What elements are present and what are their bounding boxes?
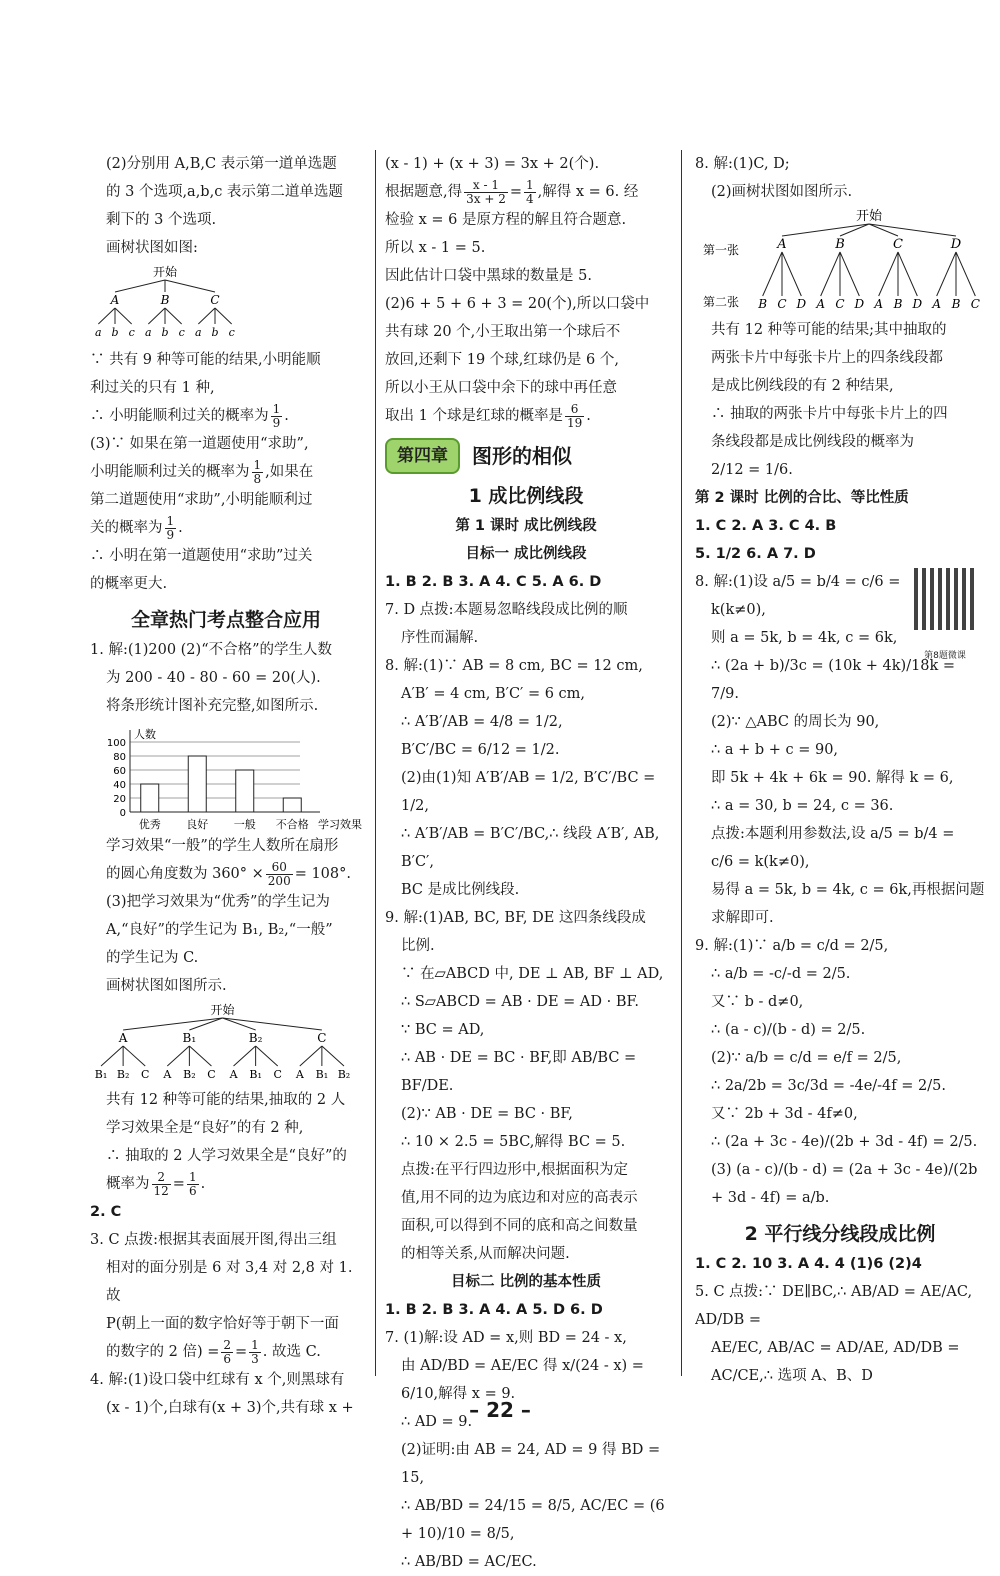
text-line: 的 3 个选项,a,b,c 表示第二道单选题 — [106, 184, 343, 200]
tree-leaf: b — [211, 326, 219, 339]
text-line: ∴ 小明在第一道题使用“求助”过关 — [90, 548, 313, 564]
tree-leaf: B₁ — [249, 1068, 262, 1081]
tree-branch — [256, 1046, 278, 1066]
text-line: 1. 解:(1)200 (2)“不合格”的学生人数 — [90, 642, 333, 658]
section-heading: 2 平行线分线段成比例 — [744, 1223, 936, 1245]
text-line: 检验 x = 6 是原方程的解且符合题意. — [385, 212, 627, 228]
text-line: 取出 1 个球是红球的概率是 $\frac{6}{19}$ . — [385, 401, 591, 430]
text-line: k(k≠0), — [711, 602, 766, 618]
tree-leaf: B₂ — [116, 1068, 130, 1081]
tree-start-label: 开始 — [210, 1003, 235, 1017]
tree-leaf: B — [951, 297, 961, 311]
y-tick-label: 100 — [106, 738, 126, 749]
tree-branch — [123, 1018, 222, 1030]
text-line: ∴ AD = 9. — [401, 1414, 473, 1430]
text-line: P(朝上一面的数字恰好等于朝下一面 — [106, 1316, 339, 1332]
tree-node: B — [835, 237, 845, 252]
tree-start-label: 开始 — [152, 265, 178, 279]
text-line: (2)分别用 A,B,C 表示第一道单选题 — [106, 156, 337, 172]
text-line: 为 200 - 40 - 80 - 60 = 20(人). — [106, 670, 321, 686]
left-column — [90, 150, 362, 1422]
tree-leaf: A — [163, 1068, 172, 1081]
tree-branch — [956, 252, 975, 296]
section-heading: 1 成比例线段 — [468, 485, 584, 507]
text-line: ∴ AB · DE = BC · BF,即 AB/BC = BF/DE. — [401, 1050, 637, 1094]
text-line: 8. 解:(1)C, D; — [695, 156, 790, 172]
tree-branch — [165, 308, 182, 324]
tree-branch — [898, 252, 917, 296]
text-line: 点拨:在平行四边形中,根据面积为定 — [401, 1162, 628, 1178]
text-line: (2)∵ a/b = c/d = e/f = 2/5, — [711, 1050, 902, 1066]
text-line: ∴ (2a + 3c - 4e)/(2b + 3d - 4f) = 2/5. — [711, 1134, 978, 1150]
text-line: ∴ 10 × 2.5 = 5BC,解得 BC = 5. — [401, 1134, 626, 1150]
text-line: 剩下的 3 个选项. — [106, 212, 217, 228]
text-line: 利过关的只有 1 种, — [90, 380, 215, 396]
text-line: 的概率更大. — [90, 576, 168, 592]
tree-node: B₂ — [248, 1031, 263, 1045]
y-tick-label: 40 — [113, 780, 126, 791]
tree-leaf: C — [273, 1068, 282, 1081]
column-divider — [375, 150, 376, 1376]
tree-leaf: A — [229, 1068, 238, 1081]
text-line: ∴ A′B′/AB = B′C′/BC,∴ 线段 A′B′, AB, B′C′, — [401, 826, 660, 870]
tree-row-label: 第一张 — [703, 243, 740, 257]
text-line: 由 AD/BD = AE/EC 得 x/(24 - x) = 6/10,解得 x = 9. — [401, 1358, 644, 1402]
fraction: $\frac{2}{6}$ — [223, 1337, 231, 1366]
text-line: 7. (1)解:设 AD = x,则 BD = 24 - x, — [385, 1330, 627, 1346]
tree-branch — [782, 224, 869, 236]
goal-heading: 目标二 比例的基本性质 — [450, 1274, 602, 1290]
bar — [283, 798, 301, 812]
tree-body — [757, 209, 980, 311]
lesson-heading: 第 1 课时 成比例线段 — [455, 518, 597, 534]
tree-diagram-2 — [90, 1000, 362, 1086]
text-line: 3. C 点拨:根据其表面展开图,得出三组 — [90, 1232, 337, 1248]
text-line: 学习效果全是“良好”的有 2 种, — [106, 1120, 304, 1136]
page-number: – 22 – — [469, 1398, 531, 1422]
tree-branch — [115, 280, 165, 292]
text-line: (3) (a - c)/(b - d) = (2a + 3c - 4e)/(2b + 3d - 4f) = a/b. — [711, 1162, 978, 1206]
text-line: 2/12 = 1/6. — [711, 462, 793, 478]
text-line: ∴ A′B′/AB = 4/8 = 1/2, — [401, 714, 563, 730]
text-line: (2)画树状图如图所示. — [711, 184, 853, 200]
text-line: ∴ (2a + b)/3c = (10k + 4k)/18k = 7/9. — [711, 658, 956, 702]
text-line: 则 a = 5k, b = 4k, c = 6k, — [711, 630, 898, 646]
tree-leaf: c — [228, 326, 235, 339]
text-line: 的圆心角度数为 360° × $\frac{60}{200}$ = 108°. — [106, 859, 351, 888]
tree-branch — [115, 308, 132, 324]
fraction: $\frac{2}{12}$ — [153, 1169, 169, 1198]
text-line: ∴ 小明能顺利过关的概率为 $\frac{1}{9}$ . — [90, 401, 289, 430]
bar — [236, 770, 254, 812]
lesson-heading: 第 2 课时 比例的合比、等比性质 — [695, 490, 909, 506]
tree-branch — [782, 252, 801, 296]
text-line: ∴ AB/BD = AC/EC. — [401, 1554, 537, 1570]
tree-branch — [763, 252, 782, 296]
text-line: 序性而漏解. — [401, 630, 479, 646]
text-line: B′C′/BC = 6/12 = 1/2. — [401, 742, 560, 758]
text-line: 是成比例线段的有 2 种结果, — [711, 378, 894, 394]
text-line: 放回,还剩下 19 个球,红球仍是 6 个, — [385, 352, 619, 368]
text-line: ∴ a + b + c = 90, — [711, 742, 839, 758]
tree-node: A — [118, 1031, 128, 1045]
tree-branch — [322, 1046, 344, 1066]
chapter-badge: 第四章 — [385, 438, 460, 474]
tree-node: B₁ — [182, 1031, 197, 1045]
y-tick-label: 0 — [119, 808, 126, 819]
tree-leaf: B — [893, 297, 903, 311]
tree-node: B — [160, 293, 170, 307]
text-line: (2)由(1)知 A′B′/AB = 1/2, B′C′/BC = 1/2, — [401, 770, 656, 814]
tree-branch — [223, 1018, 322, 1030]
tree-branch — [148, 308, 165, 324]
section-heading: 全章热门考点整合应用 — [130, 609, 321, 631]
tree-row-label: 第二张 — [703, 295, 740, 309]
tree-leaf: B — [758, 297, 768, 311]
tree-branch — [189, 1046, 211, 1066]
tree-node: A — [110, 293, 120, 307]
x-axis-label: 学习效果 — [318, 818, 362, 831]
text-line: 即 5k + 4k + 6k = 90. 解得 k = 6, — [711, 770, 954, 786]
tree-leaf: D — [796, 297, 807, 311]
fraction: $\frac{1}{3}$ — [251, 1337, 259, 1366]
qr-code[interactable] — [911, 568, 979, 670]
text-line: ∵ BC = AD, — [401, 1022, 485, 1038]
text-line: ∴ a/b = -c/-d = 2/5. — [711, 966, 851, 982]
tree-branch — [167, 1046, 189, 1066]
text-line: 的相等关系,从而解决问题. — [401, 1246, 570, 1262]
tree-leaf: A — [874, 297, 884, 311]
tree-leaf: A — [816, 297, 826, 311]
text-line: ∴ 抽取的 2 人学习效果全是“良好”的 — [106, 1148, 347, 1164]
text-line: 相对的面分别是 6 对 3,4 对 2,8 对 1. 故 — [106, 1260, 353, 1304]
text-line: 比例. — [401, 938, 435, 954]
tree-branch — [234, 1046, 256, 1066]
goal-heading: 目标一 成比例线段 — [465, 546, 587, 562]
text-line: 共有 12 种等可能的结果;其中抽取的 — [711, 322, 947, 338]
text-line: 概率为 $\frac{2}{12}$ = $\frac{1}{6}$ . — [106, 1169, 206, 1198]
bar — [188, 756, 206, 812]
text-line: 条线段都是成比例线段的概率为 — [711, 434, 914, 450]
tree-leaf: B₁ — [315, 1068, 329, 1081]
tree-leaf: D — [912, 297, 923, 311]
text-line: 又∵ 2b + 3d - 4f≠0, — [711, 1106, 858, 1122]
text-line: 1. B 2. B 3. A 4. A 5. D 6. D — [385, 1302, 603, 1318]
text-line: 5. C 点拨:∵ DE∥BC,∴ AB/AD = AE/AC, AD/DB = — [695, 1284, 973, 1328]
tree-branch — [869, 224, 956, 236]
tree-node: C — [210, 293, 220, 307]
text-line: 9. 解:(1)∵ a/b = c/d = 2/5, — [695, 938, 889, 954]
tree-leaf: C — [777, 297, 787, 311]
text-line: A,“良好”的学生记为 B₁, B₂,“一般” — [106, 922, 333, 938]
text-line: ∴ 抽取的两张卡片中每张卡片上的四 — [711, 406, 948, 422]
tree-branch — [198, 308, 215, 324]
tree-branch — [937, 252, 956, 296]
text-line: ∴ (a - c)/(b - d) = 2/5. — [711, 1022, 866, 1038]
fraction: $\frac{1}{9}$ — [166, 513, 175, 542]
tree-node: D — [950, 237, 962, 252]
qr-label: 第8题微课 — [924, 651, 966, 661]
text-line: 共有 12 种等可能的结果,抽取的 2 人 — [106, 1092, 346, 1108]
tree-leaf: b — [111, 326, 119, 339]
text-line: 学习效果“一般”的学生人数所在扇形 — [106, 838, 339, 854]
bar — [141, 784, 159, 812]
text-line: BC 是成比例线段. — [401, 882, 520, 898]
x-tick-label: 不合格 — [275, 818, 309, 831]
text-line: (2)∵ AB · DE = BC · BF, — [401, 1106, 573, 1122]
text-line: 求解即可. — [711, 910, 774, 926]
text-line: (2)证明:由 AB = 24, AD = 9 得 BD = 15, — [401, 1442, 661, 1486]
y-tick-label: 60 — [113, 766, 126, 777]
text-line: (2)∵ △ABC 的周长为 90, — [711, 714, 880, 730]
text-line: 两张卡片中每张卡片上的四条线段都 — [711, 350, 943, 366]
text-line: 根据题意,得 $\frac{x - 1}{3x + 2}$ = $\frac{1}{4}$ ,解得 x = 6. 经 — [385, 177, 639, 206]
text-line: 5. 1/2 6. A 7. D — [695, 546, 816, 562]
fraction: $\frac{1}{4}$ — [526, 177, 534, 206]
tree-branch — [300, 1046, 322, 1066]
text-line: c/6 = k(k≠0), — [711, 854, 810, 870]
tree-leaf: c — [178, 326, 185, 339]
tree-leaf: a — [195, 326, 202, 339]
text-line: 点拨:本题利用参数法,设 a/5 = b/4 = — [711, 826, 955, 842]
tree-leaf: a — [95, 326, 102, 339]
tree-branch — [840, 252, 859, 296]
text-line: (x - 1)个,白球有(x + 3)个,共有球 x + — [106, 1400, 354, 1416]
right-column — [695, 150, 985, 1390]
text-line: 面积,可以得到不同的底和高之间数量 — [401, 1218, 638, 1234]
tree-leaf: A — [295, 1068, 304, 1081]
fraction: $\frac{1}{6}$ — [188, 1169, 197, 1198]
tree-branch — [879, 252, 898, 296]
tree-leaf: c — [128, 326, 135, 339]
text-line: 小明能顺利过关的概率为 $\frac{1}{8}$ ,如果在 — [90, 457, 314, 486]
text-line: 将条形统计图补充完整,如图所示. — [106, 698, 319, 714]
y-tick-label: 80 — [113, 752, 126, 763]
text-line: 4. 解:(1)设口袋中红球有 x 个,则黑球有 — [90, 1372, 345, 1388]
text-line: ∴ S▱ABCD = AB · DE = AD · BF. — [401, 994, 639, 1010]
x-tick-label: 良好 — [186, 818, 209, 831]
text-line: ∵ 在▱ABCD 中, DE ⊥ AB, BF ⊥ AD, — [401, 966, 664, 982]
text-line: 值,用不同的边为底边和对应的高表示 — [401, 1190, 638, 1206]
tree-branch — [165, 280, 215, 292]
y-axis-label: 人数 — [134, 728, 156, 741]
text-line: ∵ 共有 9 种等可能的结果,小明能顺 — [90, 352, 321, 368]
column-divider — [681, 150, 682, 1376]
tree-leaf: D — [854, 297, 865, 311]
tree-leaf: a — [145, 326, 152, 339]
fraction: $\frac{x - 1}{3x + 2}$ — [466, 177, 506, 206]
tree-node: C — [317, 1031, 327, 1045]
tree-start-label: 开始 — [855, 209, 883, 224]
text-line: 2. C — [90, 1204, 122, 1220]
text-line: 的学生记为 C. — [106, 950, 199, 966]
text-line: (x - 1) + (x + 3) = 3x + 2(个). — [385, 156, 600, 172]
tree-leaf: C — [207, 1068, 216, 1081]
tree-leaf: C — [970, 297, 980, 311]
tree-leaf: B₁ — [94, 1068, 108, 1081]
text-line: 画树状图如图: — [106, 240, 198, 256]
tree-node: A — [777, 237, 787, 252]
tree-branch — [101, 1046, 123, 1066]
bar-chart — [90, 720, 362, 832]
chapter-title: 图形的相似 — [472, 444, 572, 468]
text-line: 因此估计口袋中黑球的数量是 5. — [385, 268, 592, 284]
fraction: $\frac{1}{8}$ — [253, 457, 262, 486]
tree-leaf: C — [835, 297, 845, 311]
text-line: 7. D 点拨:本题易忽略线段成比例的顺 — [385, 602, 628, 618]
text-line: 1. B 2. B 3. A 4. C 5. A 6. D — [385, 574, 602, 590]
tree-node: C — [893, 237, 903, 252]
text-line: 易得 a = 5k, b = 4k, c = 6k,再根据问题 — [711, 882, 985, 898]
chapter-heading — [385, 438, 667, 474]
tree-branch — [821, 252, 840, 296]
tree-leaf: B₂ — [337, 1068, 351, 1081]
text-line: ∴ 2a/2b = 3c/3d = -4e/-4f = 2/5. — [711, 1078, 946, 1094]
text-line: 的数字的 2 倍) = $\frac{2}{6}$ = $\frac{1}{3}$ . 故选 C. — [106, 1337, 321, 1366]
text-line: 9. 解:(1)AB, BC, BF, DE 这四条线段成 — [385, 910, 646, 926]
text-line: 第二道题使用“求助”,小明能顺利过 — [90, 492, 313, 508]
text-line: 关的概率为 $\frac{1}{9}$ . — [90, 513, 183, 542]
text-line: 8. 解:(1)设 a/5 = b/4 = c/6 = — [695, 574, 901, 590]
x-tick-label: 优秀 — [138, 818, 161, 831]
text-line: (2)6 + 5 + 6 + 3 = 20(个),所以口袋中 — [385, 296, 650, 312]
tree-branch — [123, 1046, 145, 1066]
fraction: $\frac{60}{200}$ — [267, 859, 291, 888]
text-line: 共有球 20 个,小王取出第一个球后不 — [385, 324, 621, 340]
text-line: ∴ a = 30, b = 24, c = 36. — [711, 798, 894, 814]
tree-branch — [98, 308, 115, 324]
text-line: AE/EC, AB/AC = AD/AE, AD/DB = AC/CE,∴ 选项 A、B、D — [711, 1340, 960, 1384]
tree-leaf: b — [161, 326, 169, 339]
text-line: (3)∵ 如果在第一道题使用“求助”, — [90, 436, 309, 452]
fraction: $\frac{1}{9}$ — [272, 401, 281, 430]
qr-code-icon — [914, 568, 976, 630]
fraction: $\frac{6}{19}$ — [566, 401, 583, 430]
text-line: 8. 解:(1)∵ AB = 8 cm, BC = 12 cm, — [385, 658, 643, 674]
y-tick-label: 20 — [113, 794, 126, 805]
text-line: 所以小王从口袋中余下的球中再任意 — [385, 380, 617, 396]
text-line: (3)把学习效果为“优秀”的学生记为 — [106, 894, 330, 910]
text-line: A′B′ = 4 cm, B′C′ = 6 cm, — [401, 686, 586, 702]
text-line: 画树状图如图所示. — [106, 978, 227, 994]
x-tick-label: 一般 — [233, 818, 256, 831]
text-line: ∴ AB/BD = 24/15 = 8/5, AC/EC = (6 + 10)/10 = 8/5, — [401, 1498, 665, 1542]
text-line: 又∵ b - d≠0, — [711, 994, 804, 1010]
tree-leaf: B₂ — [183, 1068, 196, 1081]
tree-leaf: A — [932, 297, 942, 311]
text-line: 1. C 2. 10 3. A 4. 4 (1)6 (2)4 — [695, 1256, 922, 1272]
tree-diagram-1 — [90, 262, 362, 346]
middle-column — [385, 150, 667, 1576]
text-line: 1. C 2. A 3. C 4. B — [695, 518, 837, 534]
tree-leaf: C — [140, 1068, 150, 1081]
text-line: 所以 x - 1 = 5. — [385, 240, 486, 256]
tree-diagram-3 — [695, 206, 985, 316]
tree-branch — [215, 308, 232, 324]
